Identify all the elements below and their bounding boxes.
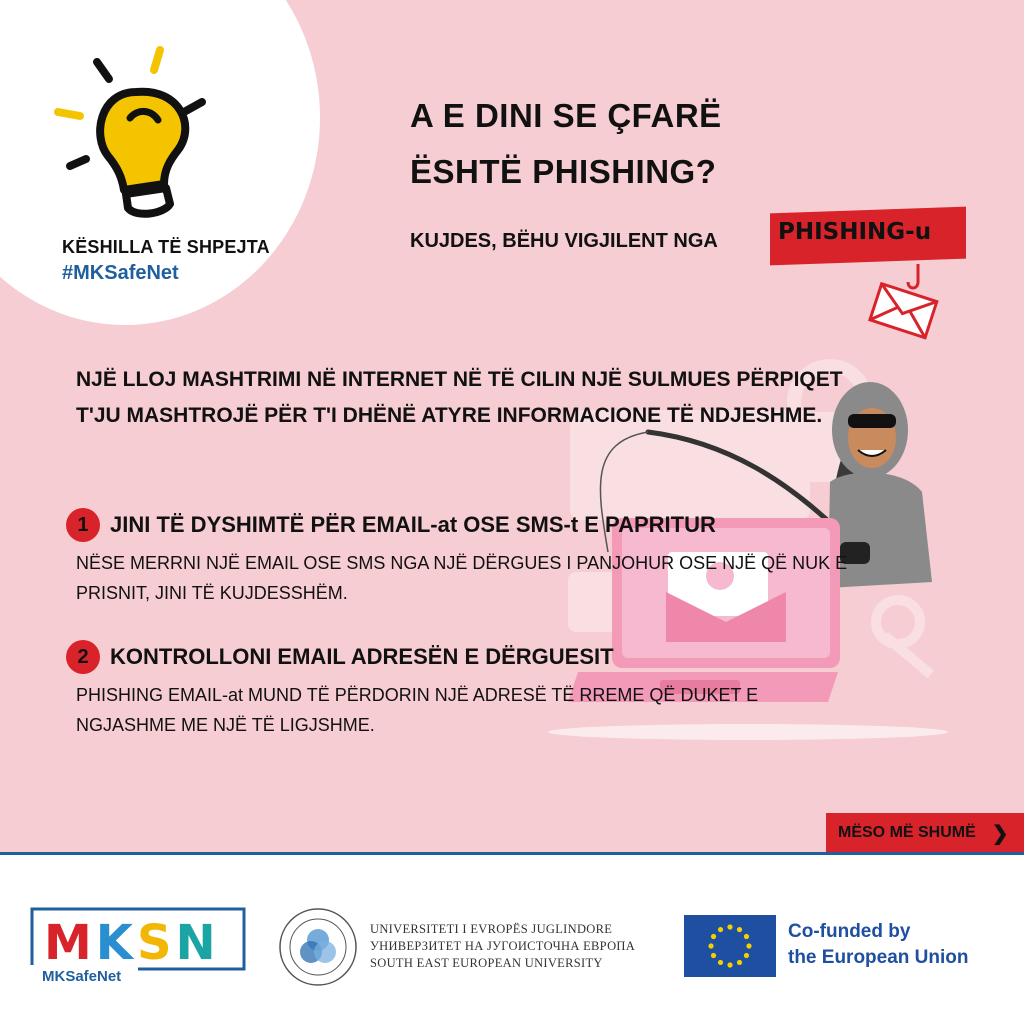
eu-star-icon	[711, 934, 716, 939]
intro-text: NJË LLOJ MASHTRIMI NË INTERNET NË TË CILIN NJË SULMUES PËRPIQET T'JU MASHTROJË PËR T'I DHËNË ATYRE INFORMACIONE TË NDJESHME.	[76, 368, 843, 427]
university-name-sq: UNIVERSITETI I EVROPËS JUGLINDORE	[370, 922, 613, 936]
phishing-hook-envelope-icon	[866, 262, 942, 340]
learn-more-label: MËSO MË SHUMË	[838, 824, 976, 841]
tip-number-badge: 1	[66, 508, 100, 542]
eu-line-1: Co-funded by	[788, 921, 911, 942]
tip-title: JINI TË DYSHIMTË PËR EMAIL-at OSE SMS-t E PAPRITUR	[110, 512, 716, 537]
mksn-letter-s: S	[136, 915, 176, 971]
tip-number-badge: 2	[66, 640, 100, 674]
phishing-highlight-text: PHISHING-u	[778, 219, 932, 245]
learn-more-button[interactable]	[826, 813, 1024, 853]
title-line-2: ËSHTË PHISHING?	[410, 153, 717, 190]
tip-heading	[66, 640, 856, 674]
tip-heading	[66, 508, 856, 542]
university-seal-icon	[278, 907, 358, 987]
eu-star-icon	[718, 927, 723, 932]
eu-star-icon	[718, 960, 723, 965]
tip-item	[66, 508, 856, 608]
tip-body: PHISHING EMAIL-at MUND TË PËRDORIN NJË ADRESË TË RREME QË DUKET E NGJASHME ME NJË TË LIGJSHME.	[76, 685, 759, 735]
eu-cofunded-text	[788, 919, 969, 971]
tip-body: NËSE MERRNI NJË EMAIL OSE SMS NGA NJË DËRGUES I PANJOHUR OSE NJË QË NUK E PRISNIT, JINI TË KUJDESSHËM.	[76, 553, 848, 603]
chevron-right-icon: ❯	[991, 822, 1009, 845]
badge-hashtag: #MKSafeNet	[62, 262, 179, 284]
mksn-letter-k: K	[95, 915, 137, 971]
mksn-name: MKSafeNet	[42, 968, 122, 985]
mksn-letters	[44, 915, 220, 971]
partner-footer	[0, 852, 1024, 1024]
university-name	[370, 921, 635, 972]
tip-title: KONTROLLONI EMAIL ADRESËN E DËRGUESIT	[110, 644, 614, 669]
lightbulb-icon	[52, 44, 222, 219]
mksn-letter-m: M	[44, 915, 96, 971]
eu-flag-icon	[684, 915, 776, 977]
tip-item	[66, 640, 856, 740]
page-title	[410, 88, 722, 200]
mksn-logo	[28, 905, 248, 989]
eu-star-icon	[744, 953, 749, 958]
eu-star-icon	[744, 934, 749, 939]
badge-title: KËSHILLA TË SHPEJTA	[62, 237, 270, 257]
university-name-en: SOUTH EAST EUROPEAN UNIVERSITY	[370, 956, 603, 970]
eu-star-icon	[708, 943, 713, 948]
eu-star-icon	[727, 924, 732, 929]
eu-star-icon	[737, 927, 742, 932]
university-name-mk: УНИВЕРЗИТЕТ НА ЈУГОИСТОЧНА ЕВРОПА	[370, 939, 636, 953]
subheadline: KUJDES, BËHU VIGJILENT NGA	[410, 230, 718, 252]
eu-line-2: the European Union	[788, 947, 969, 968]
eu-star-icon	[727, 962, 732, 967]
title-line-1: A E DINI SE ÇFARË	[410, 97, 722, 134]
mksn-letter-n: N	[175, 915, 220, 971]
eu-star-icon	[737, 960, 742, 965]
eu-star-icon	[746, 943, 751, 948]
eu-star-icon	[711, 953, 716, 958]
